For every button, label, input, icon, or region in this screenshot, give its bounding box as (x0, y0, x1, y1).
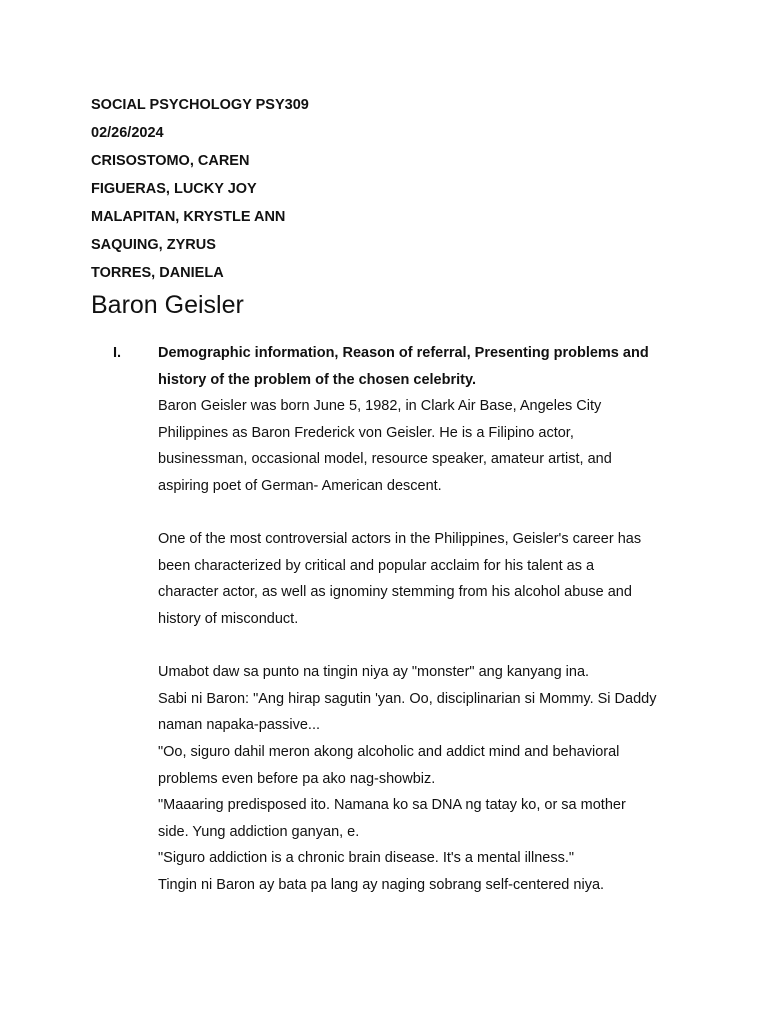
author-name: SAQUING, ZYRUS (91, 237, 216, 253)
author-name: TORRES, DANIELA (91, 265, 224, 281)
text-line: Tingin ni Baron ay bata pa lang ay naging sobrang self-centered niya. (158, 876, 605, 893)
text-line: Umabot daw sa punto na tingin niya ay "monster" ang kanyang ina. (158, 664, 590, 681)
date-line: 02/26/2024 (91, 125, 164, 141)
section-content (158, 340, 693, 898)
author-name: FIGUERAS, LUCKY JOY (91, 181, 257, 197)
text-line: "Maaaring predisposed ito. Namana ko sa DNA ng tatay ko, or sa mother (158, 797, 626, 814)
document-header (91, 91, 309, 287)
text-line: been characterized by critical and popular acclaim for his talent as a (158, 557, 595, 574)
paragraph-3 (158, 659, 693, 898)
section-heading-line: Demographic information, Reason of referral, Presenting problems and (158, 345, 649, 361)
text-line: aspiring poet of German- American descent. (158, 477, 442, 494)
text-line: Sabi ni Baron: "Ang hirap sagutin 'yan. Oo, disciplinarian si Mommy. Si Daddy (158, 690, 657, 707)
document-title: Baron Geisler (91, 291, 244, 319)
text-line: side. Yung addiction ganyan, e. (158, 823, 360, 840)
text-line: "Siguro addiction is a chronic brain disease. It's a mental illness." (158, 850, 575, 867)
section-number: I. (113, 345, 122, 361)
text-line: character actor, as well as ignominy stemming from his alcohol abuse and (158, 584, 632, 601)
text-line: Baron Geisler was born June 5, 1982, in Clark Air Base, Angeles City (158, 398, 602, 415)
paragraph-1 (158, 393, 693, 499)
text-line: businessman, occasional model, resource speaker, amateur artist, and (158, 451, 612, 468)
text-line: "Oo, siguro dahil meron akong alcoholic and addict mind and behavioral (158, 743, 620, 760)
author-name: CRISOSTOMO, CAREN (91, 153, 250, 169)
paragraph-spacer (158, 500, 693, 527)
text-line: naman napaka-passive... (158, 717, 321, 734)
text-line: One of the most controversial actors in the Philippines, Geisler's career has (158, 531, 642, 548)
text-line: problems even before pa ako nag-showbiz. (158, 770, 436, 787)
course-line: SOCIAL PSYCHOLOGY PSY309 (91, 97, 309, 113)
section-heading-line: history of the problem of the chosen celebrity. (158, 371, 476, 388)
paragraph-spacer (158, 633, 693, 660)
paragraph-2 (158, 526, 693, 632)
text-line: history of misconduct. (158, 610, 299, 627)
text-line: Philippines as Baron Frederick von Geisler. He is a Filipino actor, (158, 424, 574, 441)
author-name: MALAPITAN, KRYSTLE ANN (91, 209, 286, 225)
